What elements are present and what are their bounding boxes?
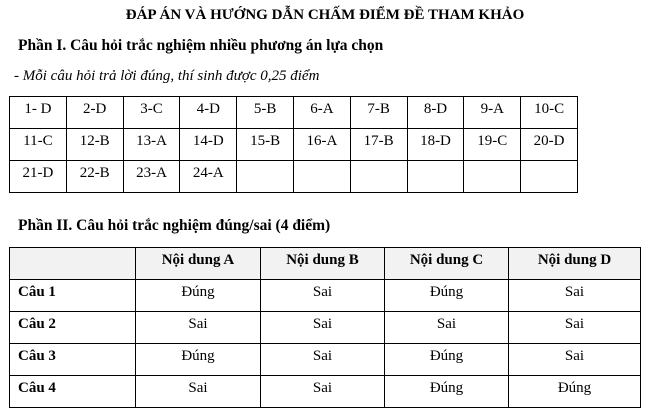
- answer-cell: 6-A: [293, 97, 350, 129]
- column-header: Nội dung B: [261, 248, 385, 280]
- answer-cell: Sai: [261, 344, 385, 376]
- table-row: [10, 280, 641, 312]
- answer-cell: Đúng: [136, 344, 261, 376]
- answer-cell: Sai: [509, 312, 641, 344]
- answer-cell: [350, 161, 407, 193]
- document-title: ĐÁP ÁN VÀ HƯỚNG DẪN CHẤM ĐIỂM ĐỀ THAM KHẢO: [125, 7, 525, 23]
- answer-cell: 9-A: [464, 97, 521, 129]
- row-label: Câu 2: [10, 312, 136, 344]
- part1-heading: Phần I. Câu hỏi trắc nghiệm nhiều phương án lựa chọn: [18, 37, 384, 54]
- answer-cell: 8-D: [407, 97, 464, 129]
- answer-cell: 11-C: [10, 129, 67, 161]
- column-header: Nội dung D: [509, 248, 641, 280]
- answer-cell: 14-D: [180, 129, 237, 161]
- table-header-row: [10, 248, 641, 280]
- answer-cell: [407, 161, 464, 193]
- answer-cell: Sai: [136, 376, 261, 408]
- table-row: [10, 344, 641, 376]
- row-label: Câu 4: [10, 376, 136, 408]
- answer-cell: 22-B: [66, 161, 123, 193]
- part2-true-false-table: [9, 247, 641, 408]
- answer-cell: Sai: [385, 312, 509, 344]
- answer-cell: Sai: [261, 376, 385, 408]
- answer-cell: 21-D: [10, 161, 67, 193]
- answer-cell: 10-C: [521, 97, 578, 129]
- table-row: [10, 376, 641, 408]
- answer-cell: Sai: [136, 312, 261, 344]
- answer-cell: 15-B: [237, 129, 294, 161]
- answer-cell: 13-A: [123, 129, 180, 161]
- answer-cell: 23-A: [123, 161, 180, 193]
- answer-cell: 5-B: [237, 97, 294, 129]
- answer-cell: Sai: [261, 312, 385, 344]
- column-header: Nội dung A: [136, 248, 261, 280]
- part1-scoring-note: - Mỗi câu hỏi trả lời đúng, thí sinh được 0,25 điểm: [14, 68, 320, 84]
- answer-cell: 18-D: [407, 129, 464, 161]
- answer-cell: 12-B: [66, 129, 123, 161]
- answer-cell: 17-B: [350, 129, 407, 161]
- answer-cell: 2-D: [66, 97, 123, 129]
- answer-cell: 4-D: [180, 97, 237, 129]
- answer-cell: Đúng: [385, 344, 509, 376]
- part2-heading: Phần II. Câu hỏi trắc nghiệm đúng/sai (4 điểm): [18, 217, 331, 234]
- answer-cell: [521, 161, 578, 193]
- answer-cell: 1- D: [10, 97, 67, 129]
- answer-cell: Sai: [261, 280, 385, 312]
- table-row: [10, 97, 578, 129]
- table-row: [10, 129, 578, 161]
- answer-cell: Sai: [509, 280, 641, 312]
- answer-cell: 19-C: [464, 129, 521, 161]
- column-header: Nội dung C: [385, 248, 509, 280]
- answer-cell: 24-A: [180, 161, 237, 193]
- answer-cell: 16-A: [293, 129, 350, 161]
- answer-cell: Đúng: [509, 376, 641, 408]
- column-header: [10, 248, 136, 280]
- answer-cell: [464, 161, 521, 193]
- answer-cell: Sai: [509, 344, 641, 376]
- answer-cell: Đúng: [385, 280, 509, 312]
- answer-cell: Đúng: [136, 280, 261, 312]
- answer-cell: 20-D: [521, 129, 578, 161]
- table-row: [10, 312, 641, 344]
- answer-cell: 3-C: [123, 97, 180, 129]
- answer-cell: [237, 161, 294, 193]
- answer-cell: [293, 161, 350, 193]
- answer-cell: Đúng: [385, 376, 509, 408]
- table-row: [10, 161, 578, 193]
- part1-answer-table: [9, 96, 578, 193]
- row-label: Câu 1: [10, 280, 136, 312]
- answer-cell: 7-B: [350, 97, 407, 129]
- row-label: Câu 3: [10, 344, 136, 376]
